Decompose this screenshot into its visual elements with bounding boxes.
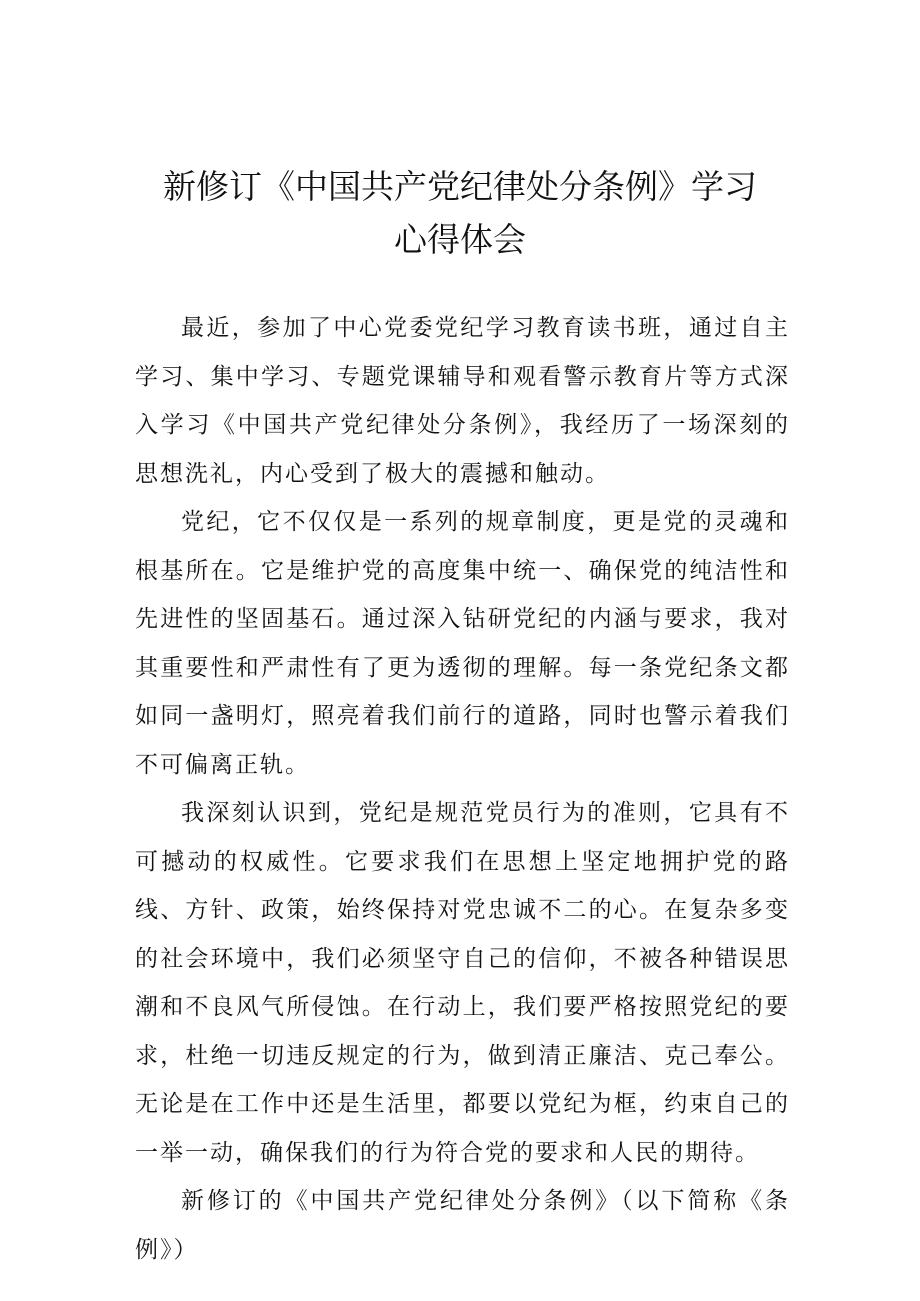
paragraph-3: 我深刻认识到，党纪是规范党员行为的准则，它具有不可撼动的权威性。它要求我们在思想上坚定地拥护党的路线、方针、政策，始终保持对党忠诚不二的心。在复杂多变的社会环境中，我们必须坚守自己的信仰，不被各种错误思潮和不良风气所侵蚀。在行动上，我们要严格按照党纪的要求，杜绝一切违反规定的行为，做到清正廉洁、克己奉公。无论是在工作中还是生活里，都要以党纪为框，约束自己的一举一动，确保我们的行为符合党的要求和人民的期待。 <box>135 800 790 1166</box>
document-title <box>0 160 920 266</box>
paragraph-1: 最近，参加了中心党委党纪学习教育读书班，通过自主学习、集中学习、专题党课辅导和观看警示教育片等方式深入学习《中国共产党纪律处分条例》，我经历了一场深刻的思想洗礼，内心受到了极大的震撼和触动。 <box>135 315 790 487</box>
document-body <box>135 304 790 1274</box>
paragraph-2: 党纪，它不仅仅是一系列的规章制度，更是党的灵魂和根基所在。它是维护党的高度集中统一、确保党的纯洁性和先进性的坚固基石。通过深入钻研党纪的内涵与要求，我对其重要性和严肃性有了更为透彻的理解。每一条党纪条文都如同一盏明灯，照亮着我们前行的道路，同时也警示着我们不可偏离正轨。 <box>135 509 790 778</box>
title-line-1: 新修订《中国共产党纪律处分条例》学习 <box>163 167 757 206</box>
paragraph-4: 新修订的《中国共产党纪律处分条例》（以下简称《条例》） <box>135 1188 790 1263</box>
title-line-2: 心得体会 <box>394 220 526 259</box>
